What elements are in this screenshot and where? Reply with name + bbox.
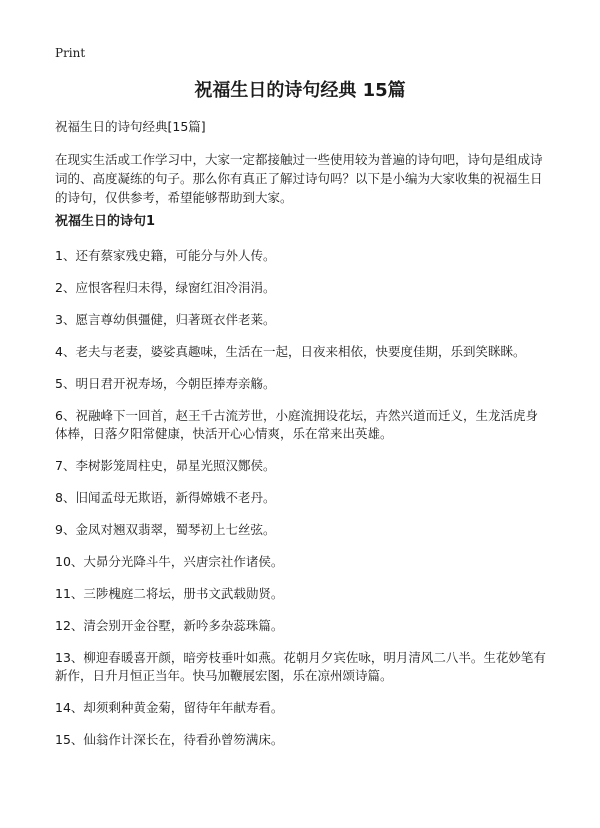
- document-subtitle: 祝福生日的诗句经典[15篇]: [55, 119, 206, 134]
- list-item: 7、李树影笼周柱史，昴星光照汉酂侯。: [55, 458, 276, 473]
- intro-paragraph: 在现实生活或工作学习中，大家一定都接触过一些使用较为普遍的诗句吧，诗句是组成诗词的、高度凝练的句子。那么你有真正了解过诗句吗？以下是小编为大家收集的祝福生日的诗句，仅供参考，希望能够帮助到大家。: [55, 152, 543, 205]
- list-item: 5、明日君开祝寿场，今朝臣捧寿亲觞。: [55, 376, 276, 391]
- list-item: 2、应恨客程归未得，绿窗红泪冷涓涓。: [55, 280, 276, 295]
- list-item: 12、清会别开金谷墅，新吟多杂蕊珠篇。: [55, 618, 284, 633]
- section-heading: 祝福生日的诗句1: [55, 214, 156, 229]
- page-title: 祝福生日的诗句经典 15篇: [194, 80, 406, 101]
- list-item: 10、大昴分光降斗牛，兴唐宗社作诸侯。: [55, 554, 284, 569]
- list-item: 9、金凤对翘双翡翠，蜀琴初上七丝弦。: [55, 522, 276, 537]
- poem-list: [55, 247, 547, 763]
- list-item: 1、还有蔡家残史籍，可能分与外人传。: [55, 248, 276, 263]
- print-link[interactable]: Print: [55, 46, 86, 60]
- list-item: 8、旧闻孟母无欺语，新得嫦娥不老丹。: [55, 490, 276, 505]
- list-item: 6、祝融峰下一回首，赵王千古流芳世，小庭流拥设花坛，卉然兴道而迁义，生龙活虎身体棒，日落夕阳常健康，快活开心心情爽，乐在常来出英雄。: [55, 408, 538, 441]
- list-item: 14、却须剩种黄金菊，留待年年献寿看。: [55, 700, 284, 715]
- list-item: 4、老夫与老妻，婆娑真趣味，生活在一起，日夜来相依，快要度佳期，乐到笑眯眯。: [55, 344, 526, 359]
- list-item: 11、三陟槐庭二将坛，册书文武载勋贤。: [55, 586, 284, 601]
- list-item: 13、柳迎春暖喜开颜，暗旁枝垂叶如燕。花朝月夕宾佐咏，明月清风二八半。生花妙笔有新作，日升月恒正当年。快马加鞭展宏图，乐在凉州颂诗篇。: [55, 650, 546, 683]
- list-item: 3、愿言尊幼俱彊健，归著斑衣伴老莱。: [55, 312, 276, 327]
- list-item: 15、仙翁作计深长在，待看孙曾笏满床。: [55, 732, 284, 747]
